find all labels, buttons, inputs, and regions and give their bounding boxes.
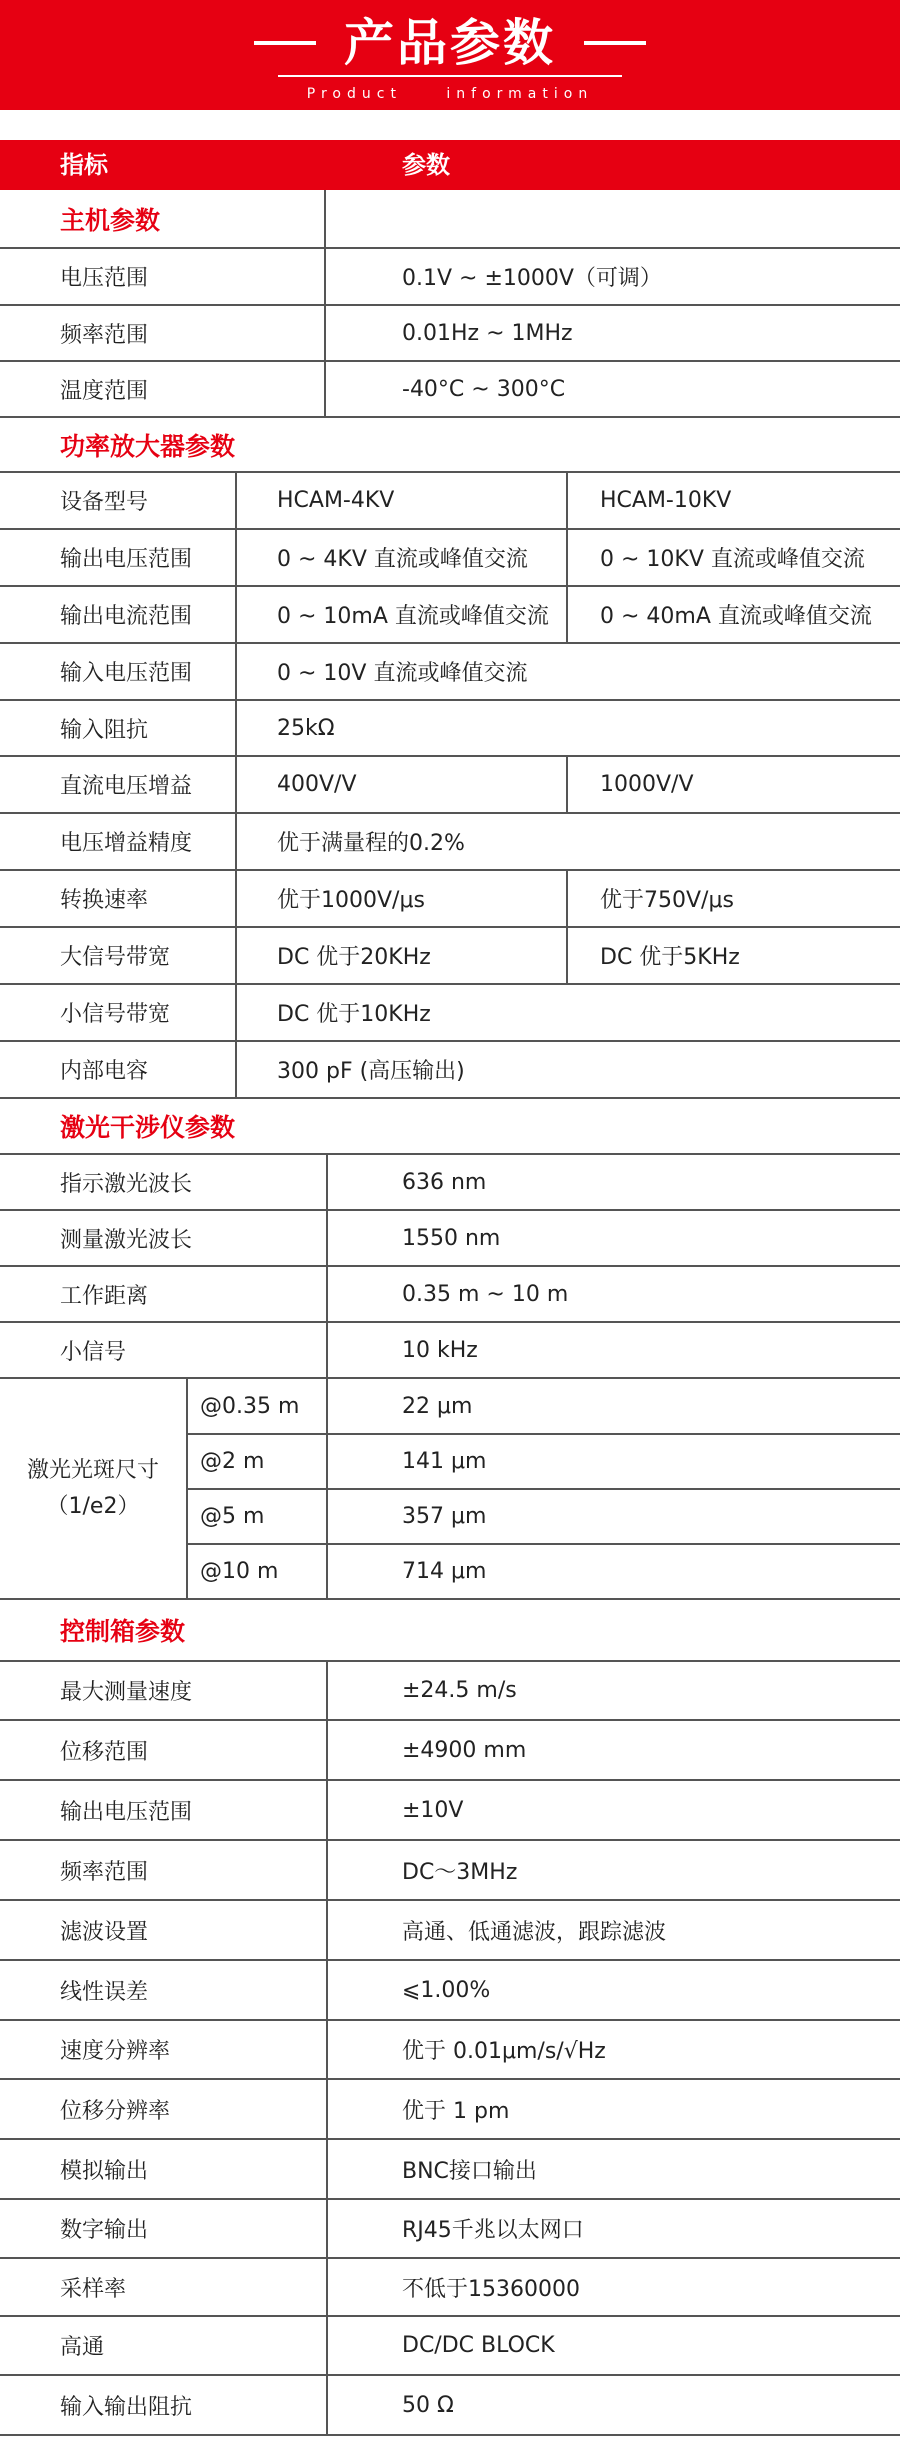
table-row — [0, 871, 900, 928]
row-label: 频率范围 — [60, 1859, 149, 1885]
table-row — [0, 2376, 900, 2436]
spot-value: 357 μm — [402, 1504, 487, 1529]
row-value: 50 Ω — [402, 2392, 454, 2418]
section-host — [0, 190, 900, 249]
table-row — [0, 473, 900, 530]
row-value: 不低于15360000 — [402, 2276, 580, 2302]
row-label: 输入输出阻抗 — [60, 2394, 193, 2420]
table-row — [0, 1721, 900, 1781]
row-label: 输出电压范围 — [60, 1799, 193, 1825]
table-row — [0, 306, 900, 362]
row-label: 最大测量速度 — [60, 1680, 193, 1705]
spot-value: 714 μm — [402, 1559, 487, 1584]
table-row — [0, 530, 900, 587]
row-label: 电压范围 — [60, 266, 149, 291]
row-value-a: 25kΩ — [277, 715, 335, 741]
header-parameter: 参数 — [402, 151, 450, 179]
row-value: ±10V — [402, 1797, 464, 1823]
table-row — [0, 814, 900, 871]
row-value: RJ45千兆以太网口 — [402, 2218, 584, 2243]
row-value: BNC接口输出 — [402, 2158, 537, 2184]
row-value-b: HCAM-10KV — [600, 488, 732, 513]
table-row — [0, 1155, 900, 1211]
row-value-a: 优于1000V/μs — [277, 888, 425, 913]
row-value: 0.35 m ~ 10 m — [402, 1281, 569, 1307]
spot-value: 22 μm — [402, 1393, 473, 1419]
row-value-a: 300 pF (高压输出) — [277, 1059, 465, 1084]
spot-size-label-line1: 激光光斑尺寸 — [26, 1457, 159, 1483]
row-label: 工作距离 — [60, 1283, 149, 1309]
table-row — [0, 644, 900, 701]
table-row — [0, 1323, 900, 1379]
spot-size-label-line2: （1/e2） — [46, 1493, 140, 1519]
row-value-a: 0 ~ 10mA 直流或峰值交流 — [277, 604, 549, 629]
page-subtitle: Product information — [306, 86, 594, 102]
row-label: 小信号 — [60, 1339, 127, 1365]
row-value: 636 nm — [402, 1169, 487, 1195]
row-label: 数字输出 — [60, 2218, 149, 2243]
page-title: 产品参数 — [344, 14, 556, 72]
table-row — [0, 2080, 900, 2140]
table-row — [0, 1961, 900, 2021]
row-value: 优于 1 pm — [402, 2098, 510, 2124]
table-row — [0, 2259, 900, 2317]
spot-distance: @2 m — [200, 1449, 265, 1474]
spot-size-label — [0, 1379, 186, 1598]
table-row — [0, 757, 900, 814]
spot-value: 141 μm — [402, 1449, 487, 1474]
table-row — [0, 1267, 900, 1323]
table-row — [0, 2021, 900, 2080]
row-label: 测量激光波长 — [60, 1227, 193, 1253]
section-title: 激光干涉仪参数 — [60, 1113, 236, 1142]
title-dash-right — [584, 41, 646, 45]
row-label: 频率范围 — [60, 322, 149, 348]
row-value-a: 优于满量程的0.2% — [277, 831, 465, 856]
row-value-a: DC 优于10KHz — [277, 1002, 431, 1027]
table-row — [0, 1781, 900, 1841]
spot-distance: @10 m — [200, 1559, 279, 1584]
table-row — [0, 928, 900, 985]
section-title: 控制箱参数 — [60, 1617, 186, 1646]
section-control-box — [0, 1600, 900, 1662]
section-laser — [0, 1099, 900, 1155]
row-value-a: 400V/V — [277, 772, 357, 797]
row-label: 滤波设置 — [60, 1919, 149, 1945]
row-label: 温度范围 — [60, 378, 149, 404]
row-label: 直流电压增益 — [60, 774, 193, 799]
title-dash-left — [254, 41, 316, 45]
table-row — [0, 1901, 900, 1961]
row-value-b: 1000V/V — [600, 772, 694, 797]
row-label: 线性误差 — [60, 1979, 149, 2005]
table-row — [0, 2140, 900, 2200]
title-underline — [278, 75, 622, 77]
row-label: 高通 — [60, 2335, 105, 2360]
table-header — [0, 140, 900, 190]
row-value-a: 0 ~ 10V 直流或峰值交流 — [277, 661, 528, 686]
row-value: -40°C ~ 300°C — [402, 376, 566, 402]
table-row — [0, 587, 900, 644]
row-value-a: DC 优于20KHz — [277, 945, 431, 970]
table-row — [0, 1662, 900, 1721]
row-label: 输入电压范围 — [60, 661, 193, 686]
section-title: 主机参数 — [60, 205, 161, 235]
table-row — [0, 249, 900, 306]
row-value-b: DC 优于5KHz — [600, 945, 740, 970]
laser-spot-block — [0, 1379, 900, 1600]
row-value: 高通、低通滤波，跟踪滤波 — [402, 1919, 667, 1945]
row-value-a: HCAM-4KV — [277, 488, 395, 513]
header-banner — [0, 0, 900, 110]
row-value-b: 0 ~ 40mA 直流或峰值交流 — [600, 604, 872, 629]
spot-distance: @0.35 m — [200, 1393, 300, 1419]
table-row — [0, 701, 900, 757]
row-value: DC～3MHz — [402, 1859, 518, 1885]
row-value: 0.01Hz ~ 1MHz — [402, 320, 573, 346]
header-indicator: 指标 — [60, 151, 108, 179]
row-label: 内部电容 — [60, 1059, 149, 1084]
row-label: 指示激光波长 — [60, 1171, 193, 1197]
row-label: 输出电流范围 — [60, 604, 193, 629]
table-row — [0, 2317, 900, 2376]
row-value-b: 0 ~ 10KV 直流或峰值交流 — [600, 547, 865, 572]
row-label: 速度分辨率 — [60, 2039, 171, 2064]
row-label: 大信号带宽 — [60, 945, 171, 970]
row-value: 1550 nm — [402, 1225, 501, 1251]
row-label: 电压增益精度 — [60, 831, 193, 856]
row-value: DC/DC BLOCK — [402, 2333, 555, 2358]
row-label: 位移分辨率 — [60, 2098, 171, 2124]
table-row — [0, 1841, 900, 1901]
row-value-a: 0 ~ 4KV 直流或峰值交流 — [277, 547, 528, 572]
table-row — [0, 985, 900, 1042]
row-value: 优于 0.01μm/s/√Hz — [402, 2039, 606, 2064]
row-label: 位移范围 — [60, 1739, 149, 1765]
row-value: 10 kHz — [402, 1337, 478, 1363]
row-value: 0.1V ~ ±1000V（可调） — [402, 266, 662, 291]
row-label: 模拟输出 — [60, 2158, 149, 2184]
row-label: 采样率 — [60, 2276, 127, 2302]
row-value: ±24.5 m/s — [402, 1678, 517, 1703]
table-row — [0, 362, 900, 418]
spec-table — [0, 140, 900, 2436]
section-title: 功率放大器参数 — [60, 431, 236, 461]
table-row — [0, 2200, 900, 2259]
row-label: 设备型号 — [60, 490, 149, 515]
table-row — [0, 1211, 900, 1267]
row-label: 输出电压范围 — [60, 547, 193, 572]
row-label: 输入阻抗 — [60, 717, 149, 743]
row-value-b: 优于750V/μs — [600, 888, 734, 913]
row-value: ±4900 mm — [402, 1737, 527, 1763]
table-row — [0, 1042, 900, 1099]
row-label: 小信号带宽 — [60, 1002, 171, 1027]
row-label: 转换速率 — [60, 888, 149, 913]
spot-distance: @5 m — [200, 1504, 265, 1529]
row-value: ⩽1.00% — [402, 1977, 491, 2003]
section-amplifier — [0, 418, 900, 473]
